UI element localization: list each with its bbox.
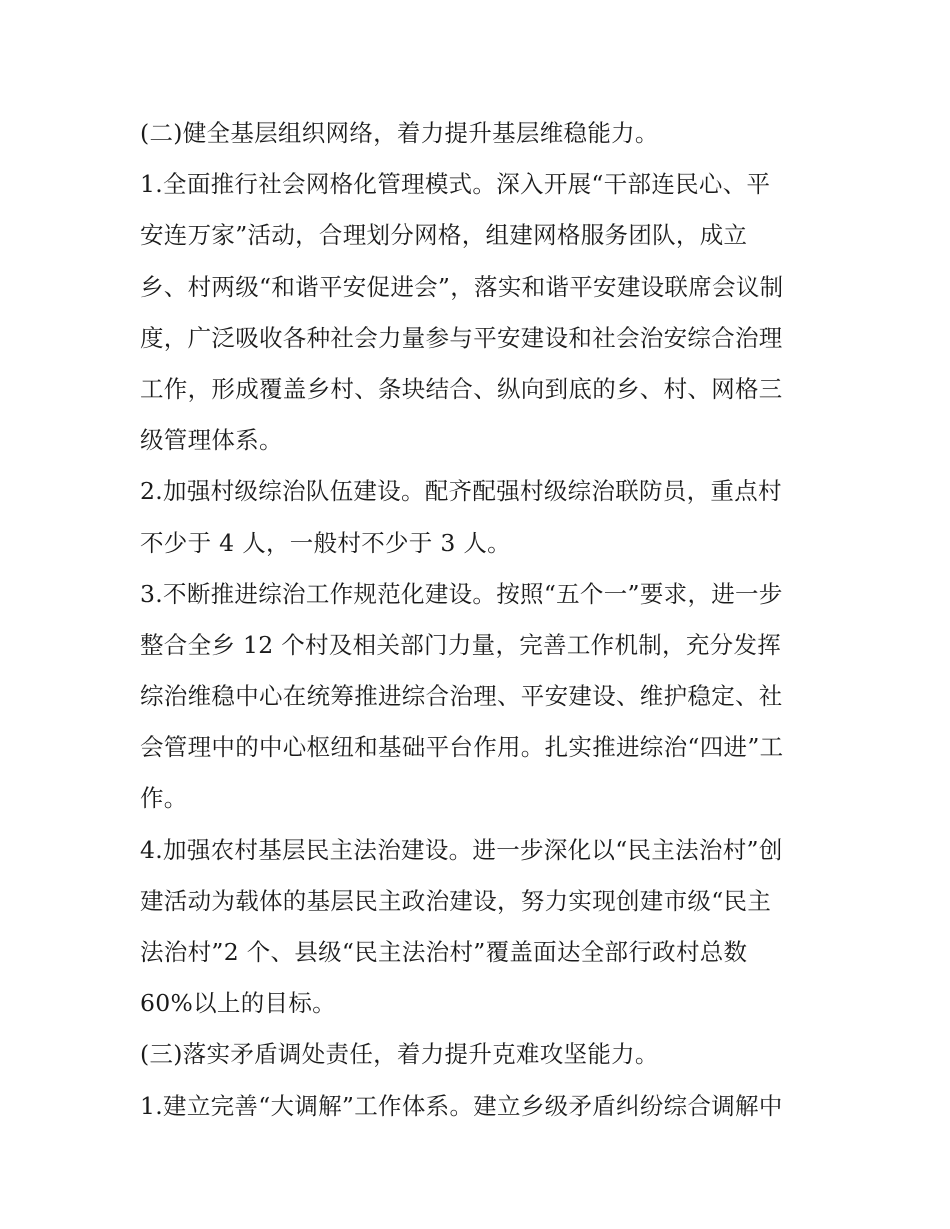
text-line: 不少于 4 人，一般村不少于 3 人。 <box>140 528 511 557</box>
text-line: 法治村”2 个、县级“民主法治村”覆盖面达全部行政村总数 <box>140 938 748 966</box>
text-line: 工作，形成覆盖乡村、条块结合、纵向到底的乡、村、网格三 <box>140 374 783 403</box>
text-line: 3.不断推进综治工作规范化建设。按照“五个一”要求，进一步 <box>140 579 783 608</box>
section-heading-3: (三)落实矛盾调处责任，着力提升克难攻坚能力。 <box>140 1040 659 1069</box>
document-body <box>140 108 830 1132</box>
text-line: 2.加强村级综治队伍建设。配齐配强村级综治联防员，重点村 <box>140 477 782 506</box>
text-line: 度，广泛吸收各种社会力量参与平安建设和社会治安综合治理 <box>140 323 783 352</box>
text-line: 作。 <box>140 784 188 813</box>
text-line: 4.加强农村基层民主法治建设。进一步深化以“民主法治村”创 <box>140 835 783 864</box>
text-line: 综治维稳中心在统筹推进综合治理、平安建设、维护稳定、社 <box>140 682 783 711</box>
text-line: 1.建立完善“大调解”工作体系。建立乡级矛盾纠纷综合调解中 <box>140 1091 783 1120</box>
text-line: 乡、村两级“和谐平安促进会”，落实和谐平安建设联席会议制 <box>140 272 784 301</box>
text-line: 级管理体系。 <box>140 426 283 455</box>
text-line: 60%以上的目标。 <box>140 989 336 1018</box>
text-line: 1.全面推行社会网格化管理模式。深入开展“干部连民心、平 <box>140 170 771 199</box>
text-line: 建活动为载体的基层民主政治建设，努力实现创建市级“民主 <box>140 886 772 915</box>
section-heading-2: (二)健全基层组织网络，着力提升基层维稳能力。 <box>140 119 659 147</box>
text-line: 整合全乡 12 个村及相关部门力量，完善工作机制，充分发挥 <box>140 630 782 659</box>
text-line: 会管理中的中心枢纽和基础平台作用。扎实推进综治“四进”工 <box>140 733 784 762</box>
text-line: 安连万家”活动，合理划分网格，组建网格服务团队，成立 <box>140 221 748 250</box>
